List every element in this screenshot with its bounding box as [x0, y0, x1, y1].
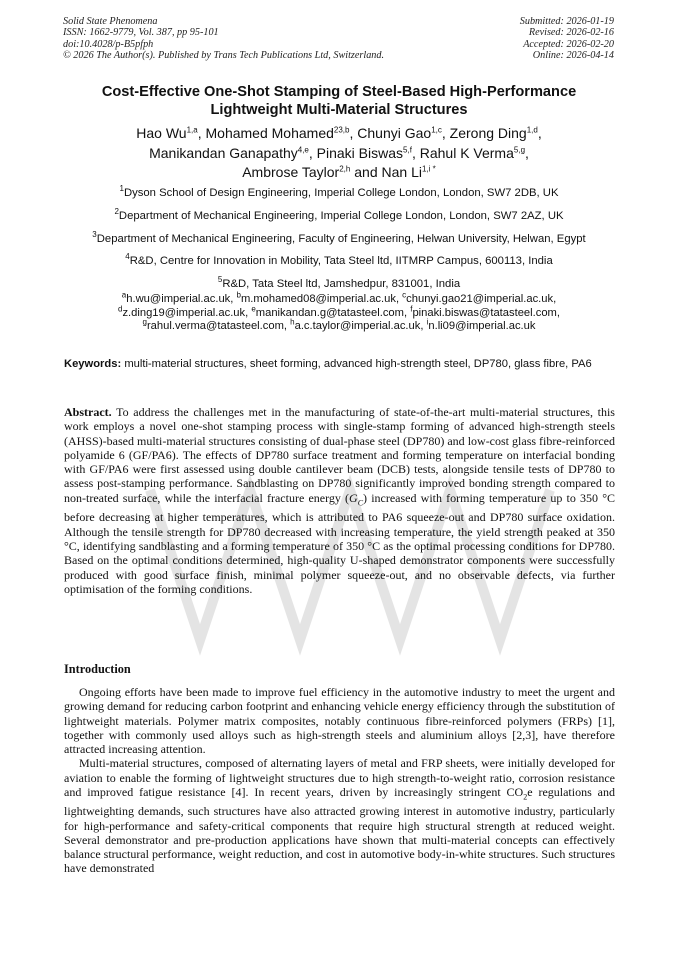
journal-issn: ISSN: 1662-9779, Vol. 387, pp 95-101 — [63, 27, 219, 39]
email-link[interactable]: pinaki.biswas@tatasteel.com — [412, 306, 557, 319]
journal-name: Solid State Phenomena — [63, 16, 158, 27]
email-list — [60, 290, 618, 334]
affiliation-text: R&D, Centre for Innovation in Mobility, Tata Steel ltd, IITMRP Campus, 600113, India — [129, 255, 553, 268]
journal-doi: doi:10.4028/p-B5pfph — [63, 38, 154, 50]
author-sup: 5,g — [513, 144, 526, 154]
email-sup: f — [410, 303, 413, 313]
title-line-2: Lightweight Multi-Material Structures — [210, 101, 468, 118]
email-sup: b — [236, 290, 241, 300]
author-and: and — [350, 164, 382, 180]
author-name: Nan Li — [381, 164, 422, 180]
author-sup: 1,a — [186, 125, 198, 135]
affiliation-item — [60, 254, 618, 268]
affiliation-item — [60, 277, 618, 291]
author-name: Hao Wu — [136, 125, 187, 141]
abstract-text-2: ) increased with forming temperature up to 350 °C before decreasing at higher temperatures, which is attributed to PA6 squeeze-out and DP780 surface oxidation. Although the tensile strength for DP780 decreased with increasing temperature, the yield strength peaked at 350 °C, identifying sandblasting and a forming temperature of 350 °C as the optimal processing conditions for DP780. Based on the optimal conditions determined, high-quality U-shaped demonstrator components were successfully produced with good surface finish, minimal polymer squeeze-out, and no observable defects, via further optimisation of the forming conditions. — [64, 490, 615, 596]
affiliation-text: Department of Mechanical Engineering, Imperial College London, London, SW7 2AZ, UK — [118, 209, 564, 222]
author-line-1 — [64, 124, 614, 144]
affiliation-item — [60, 229, 618, 246]
accepted-date: Accepted: 2026-02-20 — [523, 38, 614, 50]
fracture-energy-symbol: G — [349, 490, 358, 505]
author-separator: , — [537, 125, 542, 141]
email-sup: c — [402, 290, 407, 300]
author-separator: , — [308, 144, 317, 161]
affiliation-text: R&D, Tata Steel ltd, Jamshedpur, 831001, India — [222, 278, 461, 291]
co2-subscript: 2 — [523, 792, 528, 802]
author-list — [64, 124, 614, 183]
paper-title — [64, 84, 614, 119]
email-sup: i — [426, 317, 429, 327]
abstract-block — [64, 405, 615, 596]
affiliation-text: Department of Mechanical Engineering, Faculty of Engineering, Helwan University, Helwan, Egypt — [96, 232, 586, 245]
keywords-text: multi-material structures, sheet forming, advanced high-strength steel, DP780, glass fibre, PA6 — [124, 358, 592, 370]
affiliation-number: 2 — [114, 207, 119, 217]
journal-header-left — [63, 16, 384, 62]
email-line-3: $^g$rahul.verma@tatasteel.com, $^h$a.c.taylor@imperial.ac.uk, $^i$n.li09@imperial.ac.uk — [142, 317, 536, 332]
email-sup: e — [251, 303, 256, 313]
affiliation-item — [60, 209, 618, 223]
author-separator: , — [197, 125, 206, 141]
email-link[interactable]: n.li09@imperial.ac.uk — [428, 320, 536, 332]
email-link[interactable]: a.c.taylor@imperial.ac.uk — [294, 320, 421, 332]
affiliation-number: 1 — [119, 184, 124, 194]
email-line-2: $^d$z.ding19@imperial.ac.uk, $^e$manikandan.g@tatasteel.com, $^f$pinaki.biswas@tatasteel.com, — [118, 303, 560, 319]
revised-date: Revised: 2026-02-16 — [528, 27, 614, 39]
author-line-2 — [64, 144, 614, 164]
author-line-3 — [64, 163, 614, 183]
email-link[interactable]: rahul.verma@tatasteel.com — [146, 320, 284, 332]
journal-header-right — [520, 16, 614, 62]
author-name: Pinaki Biswas — [316, 144, 404, 161]
affiliation-text: Dyson School of Design Engineering, Imperial College London, London, SW7 2DB, UK — [123, 187, 559, 199]
author-separator: , — [411, 144, 420, 161]
email-line-1: $^a$h.wu@imperial.ac.uk, $^b$m.mohamed08@imperial.ac.uk, $^c$chunyi.gao21@imperial.ac.uk, — [121, 290, 557, 305]
affiliation-item — [60, 186, 618, 200]
intro-paragraph-2-text-b: e regulations and lightweighting demands, such structures have also attracted growing interest in automotive industry, particularly for high-performance and safety-critical components that require high structural strength at reduced weight. Several demonstrator and pre-production applications have shown that multi-material concepts can effectively balance structural performance, weight reduction, and cost in automotive body-in-white structures. Such structures have demonstrated — [64, 784, 615, 876]
author-name: Chunyi Gao — [357, 125, 432, 141]
fracture-energy-subscript: C — [357, 498, 364, 508]
online-date: Online: 2026-04-14 — [532, 50, 614, 62]
introduction-heading: Introduction — [64, 662, 131, 676]
author-sup: 2,h — [339, 164, 351, 174]
author-sup: 4,e — [297, 144, 309, 154]
copyright-line: © 2026 The Author(s). Published by Trans Tech Publications Ltd, Switzerland. — [63, 50, 385, 62]
email-link[interactable]: chunyi.gao21@imperial.ac.uk — [406, 293, 554, 305]
author-separator: , — [525, 144, 529, 161]
author-separator: , — [349, 125, 358, 141]
email-sup: g — [142, 317, 147, 327]
author-sup: 1,d — [526, 125, 538, 135]
author-name: Rahul K Verma — [419, 144, 514, 161]
author-name: Mohamed Mohamed — [205, 125, 334, 141]
author-sup: 1,c — [431, 125, 442, 135]
intro-paragraph-2-text-a: Multi-material structures, composed of alternating layers of metal and FRP sheets, were initially developed for aviation to enable the forming of lightweight structures due to high strength-to-weight ratio, corrosion resistance and improved fatigue resistance [4]. In recent years, driven by increasingly stringent CO — [64, 756, 615, 799]
intro-paragraph-1: Ongoing efforts have been made to improve fuel efficiency in the automotive industry to meet the urgent and growing demand for reducing carbon footprint and enhancing vehicle energy efficiency through the substitution of lightweight materials. Polymer matrix composites, notably continuous fibre-reinforced polymers (FRPs) [1], together with commonly used alloys such as high-strength steels and aluminium alloys [2,3], have therefore attracted increasing attention. — [64, 685, 615, 756]
author-sup: 1,i * — [421, 164, 436, 174]
intro-paragraph-2 — [64, 756, 615, 875]
affiliation-number: 4 — [125, 252, 130, 262]
author-sup: 5,f — [403, 144, 412, 154]
email-link[interactable]: h.wu@imperial.ac.uk — [126, 293, 231, 305]
affiliation-list — [60, 186, 618, 300]
email-sup: a — [121, 290, 127, 300]
author-name: Ambrose Taylor — [242, 164, 340, 180]
email-sup: h — [290, 317, 295, 327]
title-line-1: Cost-Effective One-Shot Stamping of Steel-Based High-Performance — [101, 84, 577, 100]
keywords-block — [64, 357, 614, 372]
affiliation-number: 3 — [92, 229, 97, 239]
author-name: Manikandan Ganapathy — [149, 144, 298, 161]
email-link[interactable]: m.mohamed08@imperial.ac.uk — [240, 293, 396, 305]
keywords-label: Keywords: — [64, 358, 122, 370]
abstract-text-1: To address the challenges met in the manufacturing of state-of-the-art multi-material structures, this work employs a novel one-shot stamping process with single-stamp forming of advanced high-strength steels (AHSS)-based multi-material structures consisting of dual-phase steel (DP780) and low-cost glass fibre-reinforced polyamide 6 (GF/PA6). The effects of DP780 surface treatment and forming temperature on interfacial bonding with GF/PA6 were first assessed using double cantilever beam (DCB) tests, alongside tensile tests of DP780 to assess post-stamping performance. Sandblasting on DP780 significantly improved bonding strength compared to non-treated surface, while the interfacial fracture energy ( — [64, 405, 615, 505]
author-sup: 23,b — [333, 125, 350, 135]
email-link[interactable]: z.ding19@imperial.ac.uk — [122, 306, 246, 319]
author-name: Zerong Ding — [449, 125, 527, 141]
affiliation-number: 5 — [217, 275, 223, 285]
email-sup: d — [118, 303, 123, 313]
email-link[interactable]: manikandan.g@tatasteel.com — [255, 306, 404, 319]
submitted-date: Submitted: 2026-01-19 — [519, 16, 614, 27]
introduction-body — [64, 685, 615, 876]
abstract-label: Abstract. — [64, 405, 112, 419]
author-separator: , — [441, 125, 450, 141]
